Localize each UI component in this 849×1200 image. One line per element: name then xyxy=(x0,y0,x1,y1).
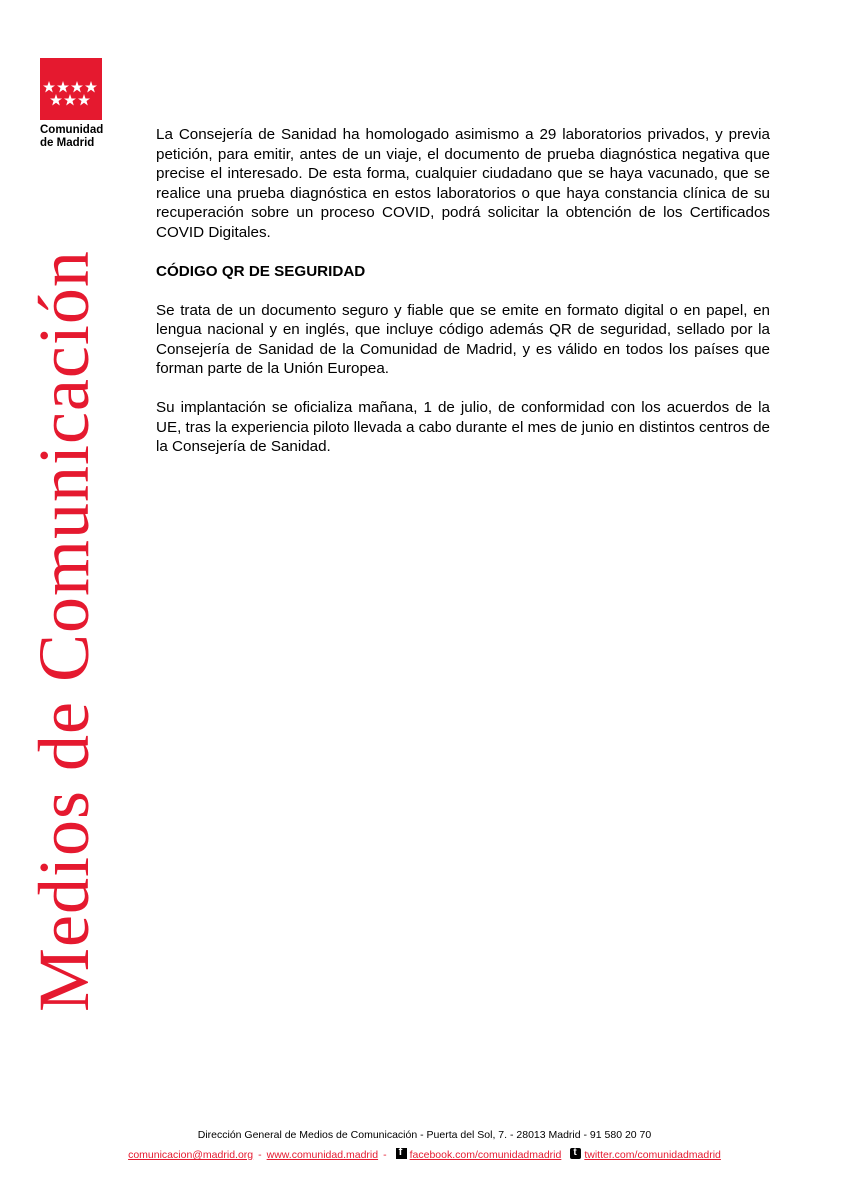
star-icon xyxy=(71,81,83,93)
star-icon xyxy=(64,94,76,106)
comunidad-madrid-logo xyxy=(40,58,102,150)
section-heading-qr: CÓDIGO QR DE SEGURIDAD xyxy=(156,262,366,280)
madrid-flag-icon xyxy=(40,58,102,120)
star-icon xyxy=(85,81,97,93)
facebook-icon xyxy=(396,1148,407,1159)
footer-separator: - xyxy=(258,1149,262,1161)
logo-text xyxy=(40,124,102,150)
star-icon xyxy=(50,94,62,106)
paragraph-laboratorios: La Consejería de Sanidad ha homologado asimismo a 29 laboratorios privados, y previa petición, para emitir, antes de un viaje, el documento de prueba diagnóstica negativa que precise el interesado. De esta forma, cualquier ciudadano que se haya vacunado, que se realice una prueba diagnóstica en estos laboratorios o que haya constancia clínica de su recuperación sobre un proceso COVID, podrá solicitar la obtención de los Certificados COVID Digitales. xyxy=(156,126,770,241)
footer-links xyxy=(0,1148,849,1162)
star-icon xyxy=(78,94,90,106)
side-title-medios-de-comunicacion: Medios de Comunicación xyxy=(24,250,104,1012)
twitter-icon xyxy=(570,1148,581,1159)
seven-stars-icon xyxy=(40,58,102,120)
paragraph-documento-seguro: Se trata de un documento seguro y fiable que se emite en formato digital o en papel, en lengua nacional y en inglés, que incluye código además QR de seguridad, sellado por la Consejería de Sanidad de la Comunidad de Madrid, y es válido en todos los países que forman parte de la Unión Europea. xyxy=(156,301,770,377)
email-link[interactable]: comunicacion@madrid.org xyxy=(128,1149,254,1161)
paragraph-implantacion: Su implantación se oficializa mañana, 1 de julio, de conformidad con los acuerdos de la UE, tras la experiencia piloto llevada a cabo durante el mes de junio en distintos centros de la Consejería de Sanidad. xyxy=(156,399,770,455)
logo-line-2: de Madrid xyxy=(40,137,95,149)
twitter-link[interactable]: twitter.com/comunidadmadrid xyxy=(584,1149,721,1161)
website-link[interactable]: www.comunidad.madrid xyxy=(266,1149,379,1161)
star-icon xyxy=(57,81,69,93)
footer-separator: - xyxy=(383,1149,387,1161)
star-icon xyxy=(43,81,55,93)
facebook-link[interactable]: facebook.com/comunidadmadrid xyxy=(409,1149,562,1161)
footer-address: Dirección General de Medios de Comunicación - Puerta del Sol, 7. - 28013 Madrid - 91 580 20 70 xyxy=(197,1129,652,1141)
document-body xyxy=(156,125,770,457)
logo-line-1: Comunidad xyxy=(40,124,104,136)
